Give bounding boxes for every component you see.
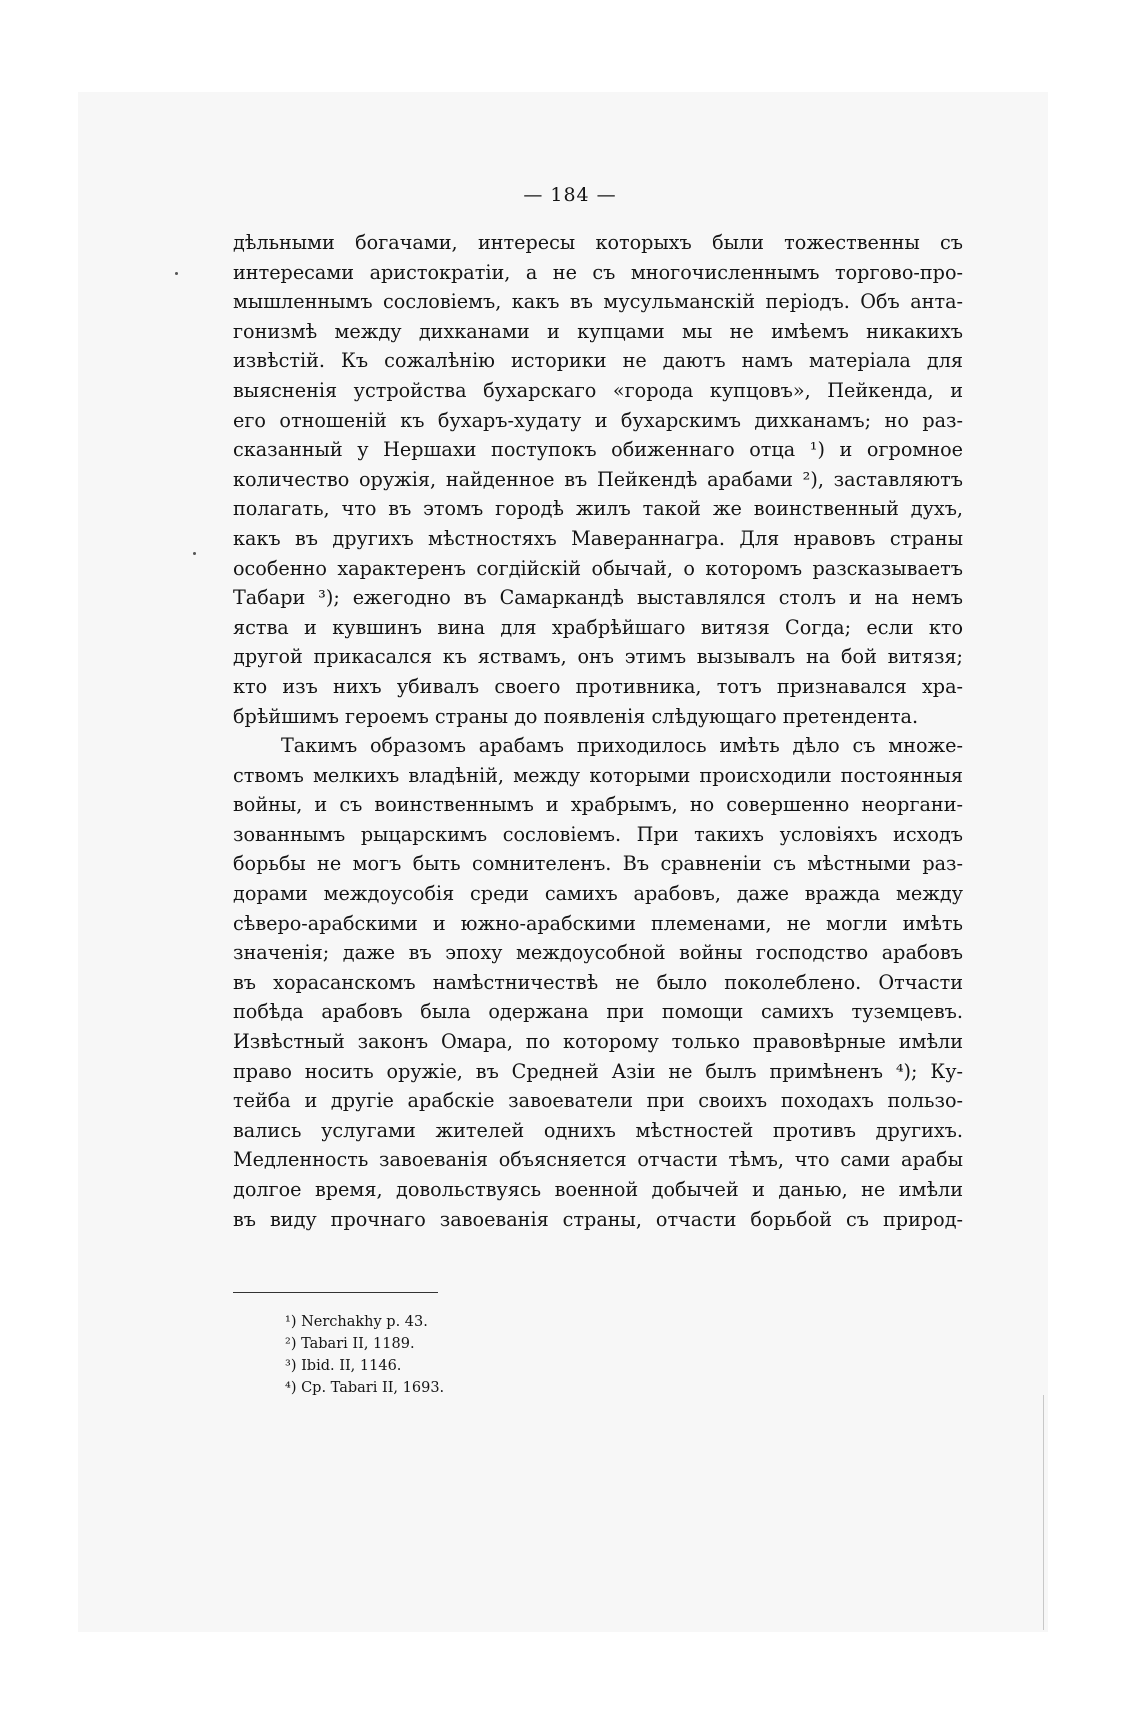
text-line: тейба и другіе арабскіе завоеватели при своихъ походахъ пользо- — [233, 1089, 963, 1113]
text-line: мышленнымъ сословіемъ, какъ въ мусульманскій періодъ. Объ анта- — [233, 290, 963, 314]
text-line: въ виду прочнаго завоеванія страны, отчасти борьбой съ природ- — [233, 1207, 963, 1231]
text-line: другой прикасался къ яствамъ, онъ этимъ вызывалъ на бой витязя; — [233, 645, 963, 669]
text-line: количество оружія, найденное въ Пейкендѣ арабами ²), заставляютъ — [233, 467, 963, 491]
text-line: интересами аристократіи, а не съ многочисленнымъ торгово-про- — [233, 260, 963, 284]
text-line: вались услугами жителей однихъ мѣстностей противъ другихъ. — [233, 1118, 963, 1142]
footnote-4: ⁴) Cp. Tabari II, 1693. — [285, 1380, 445, 1396]
text-line: побѣда арабовъ была одержана при помощи самихъ туземцевъ. — [233, 1000, 963, 1024]
text-line: значенія; даже въ эпоху междоусобной войны господство арабовъ — [233, 941, 963, 965]
text-line: дорами междоусобія среди самихъ арабовъ, даже вражда между — [233, 882, 963, 906]
text-line: борьбы не могъ быть сомнителенъ. Въ сравненіи съ мѣстными раз- — [233, 852, 963, 876]
text-line: зованнымъ рыцарскимъ сословіемъ. При такихъ условіяхъ исходъ — [233, 822, 963, 846]
text-line: яства и кувшинъ вина для храбрѣйшаго витязя Согда; если кто — [233, 615, 963, 639]
text-line: выясненія устройства бухарскаго «города купцовъ», Пейкенда, и — [233, 378, 963, 402]
page-number: — 184 — — [523, 184, 617, 206]
text-line: ствомъ мелкихъ владѣній, между которыми происходили постоянныя — [233, 763, 963, 787]
paragraph-first-line: Такимъ образомъ арабамъ приходилось имѣть дѣло съ множе- — [281, 734, 963, 758]
text-line: Извѣстный законъ Омара, по которому только правовѣрные имѣли — [233, 1030, 963, 1054]
text-line: въ хорасанскомъ намѣстничествѣ не было поколеблено. Отчасти — [233, 970, 963, 994]
main-text — [233, 228, 963, 1234]
text-line: какъ въ другихъ мѣстностяхъ Мавераннагра. Для нравовъ страны — [233, 526, 963, 550]
margin-speck — [175, 272, 178, 275]
footnote-divider — [233, 1292, 438, 1293]
footnotes — [285, 1311, 685, 1399]
text-line: полагать, что въ этомъ городѣ жилъ такой же воинственный духъ, — [233, 497, 963, 521]
text-line: сказанный у Нершахи поступокъ обиженнаго отца ¹) и огромное — [233, 438, 963, 462]
footnote-1: ¹) Nerchakhy p. 43. — [285, 1314, 428, 1330]
scan-edge-mark — [1043, 1395, 1044, 1630]
margin-speck — [193, 552, 196, 555]
text-line: Медленность завоеванія объясняется отчасти тѣмъ, что сами арабы — [233, 1148, 963, 1172]
text-line: гонизмѣ между дихканами и купцами мы не имѣемъ никакихъ — [233, 319, 963, 343]
text-line: его отношеній къ бухаръ-худату и бухарскимъ дихканамъ; но раз- — [233, 408, 963, 432]
text-line: особенно характеренъ согдійскій обычай, о которомъ разсказываетъ — [233, 556, 963, 580]
text-line: войны, и съ воинственнымъ и храбрымъ, но совершенно неоргани- — [233, 793, 963, 817]
footnote-2: ²) Tabari II, 1189. — [285, 1336, 415, 1352]
text-line: право носить оружіе, въ Средней Азіи не былъ примѣненъ ⁴); Ку- — [233, 1059, 963, 1083]
text-line: сѣверо-арабскими и южно-арабскими племенами, не могли имѣть — [233, 911, 963, 935]
text-line: извѣстій. Къ сожалѣнію историки не даютъ намъ матеріала для — [233, 349, 963, 373]
text-line: брѣйшимъ героемъ страны до появленія слѣдующаго претендента. — [233, 704, 919, 728]
text-line: Табари ³); ежегодно въ Самаркандѣ выставлялся столъ и на немъ — [233, 586, 963, 610]
text-line: дѣльными богачами, интересы которыхъ были тожественны съ — [233, 231, 963, 254]
text-line: кто изъ нихъ убивалъ своего противника, тотъ признавался хра- — [233, 674, 963, 698]
text-line: долгое время, довольствуясь военной добычей и данью, не имѣли — [233, 1178, 963, 1201]
footnote-3: ³) Ibid. II, 1146. — [285, 1358, 402, 1374]
